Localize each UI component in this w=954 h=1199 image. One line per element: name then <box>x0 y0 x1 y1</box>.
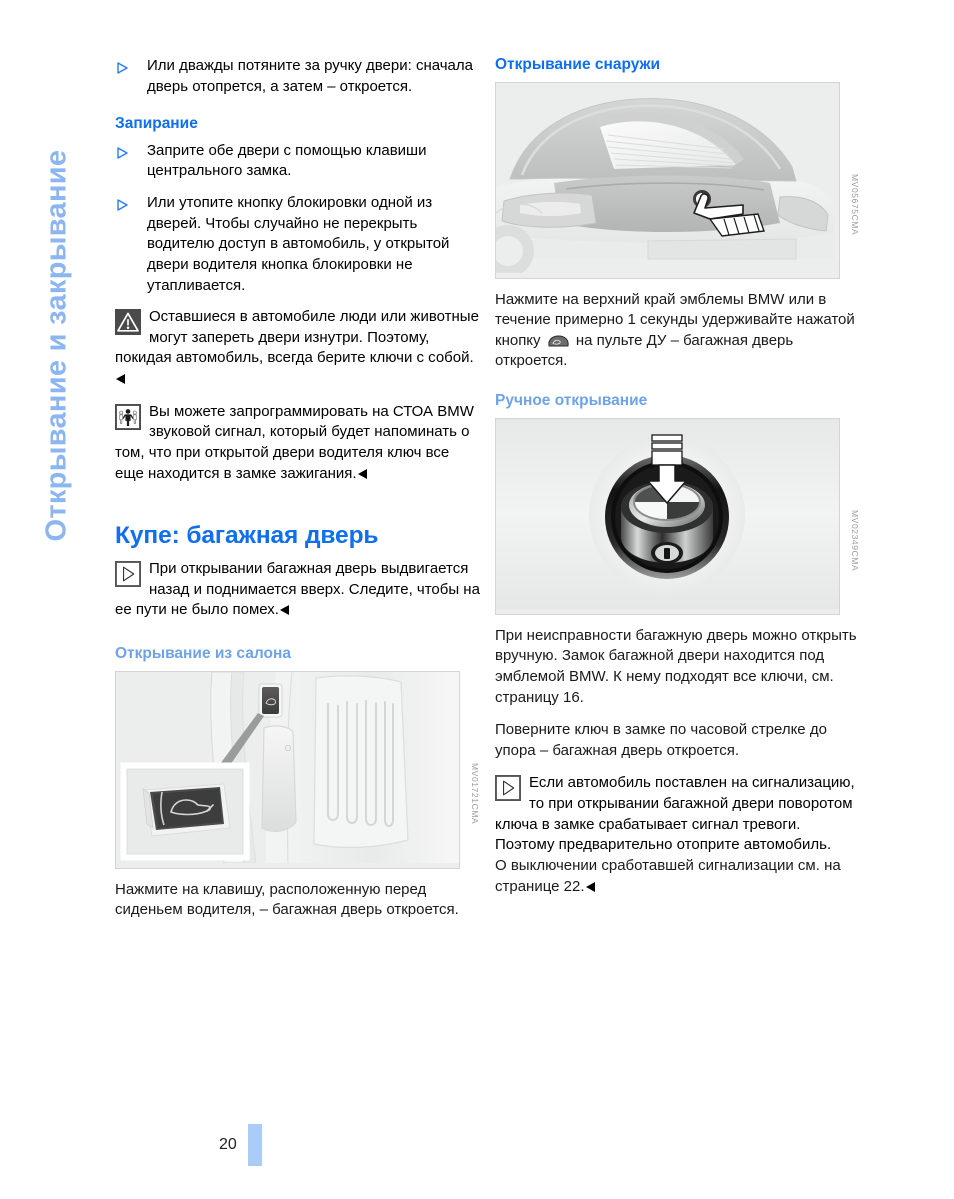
list-item-text: Или дважды потяните за ручку двери: сначала дверь отопрется, а затем – откроется. <box>147 57 473 95</box>
figure-code: MV02349CMA <box>850 509 860 571</box>
warning-note-text: Оставшиеся в автомобиле люди или животные могут запереть двери изнутри. Поэтому, покидая автомобиль, всегда берите ключи с собой. <box>115 308 479 367</box>
figure-emblem-lock <box>495 418 860 615</box>
figure-frame <box>495 418 840 615</box>
info-note-text: При открывании багажная дверь выдвигается назад и поднимается вверх. Следите, чтобы на ее пути не было помех. <box>115 560 480 619</box>
list-item-text: Или утопите кнопку блокировки одной из дверей. Чтобы случайно не перекрыть водителю доступ в автомобиль, у открытой двери водителя кнопка блокировки не утапливается. <box>147 194 450 294</box>
warning-note <box>115 307 480 390</box>
list-item-text: Заприте обе двери с помощью клавиши центрального замка. <box>147 141 427 180</box>
figure-code: MV05675CMA <box>850 173 860 235</box>
service-people-icon <box>115 404 141 437</box>
section-heading-outside-opening: Открывание снаружи <box>495 56 661 73</box>
service-note <box>115 402 480 485</box>
left-column <box>115 56 480 933</box>
section-heading-inside-opening: Открывание из салона <box>115 645 291 662</box>
illustration-car-rear <box>496 83 839 273</box>
illustration-lock-emblem <box>496 419 839 609</box>
end-marker-icon <box>280 605 289 615</box>
info-note-trunk <box>115 559 480 621</box>
end-marker-icon <box>116 374 125 384</box>
section-heading-locking: Запирание <box>115 115 198 133</box>
figure-caption-outside <box>495 290 860 373</box>
section-heading-manual-opening: Ручное открывание <box>495 392 648 410</box>
caption-text-part2: на пульте ДУ – багажная дверь откроется. <box>495 331 794 370</box>
manual-opening-text-2: Поверните ключ в замке по часовой стрелке до упора – багажная дверь откроется. <box>495 721 827 759</box>
alarm-note-tail-text: О выключении сработавшей сигнализации см. на странице 22. <box>495 856 841 895</box>
right-column <box>495 56 860 909</box>
list-item <box>115 141 480 182</box>
arrow-right-box-icon <box>115 561 141 594</box>
alarm-note-text: Если автомобиль поставлен на сигнализацию, то при открывании багажной двери поворотом ключа в замке срабатывает сигнал тревоги. Поэтому предварительно отоприте автомобиль. <box>495 774 855 854</box>
chapter-side-tab <box>0 0 112 1199</box>
page-number: 20 <box>219 1136 237 1153</box>
list-item <box>115 193 480 296</box>
end-marker-icon <box>586 882 595 892</box>
warning-triangle-icon <box>115 309 141 342</box>
figure-interior-trunk-button <box>115 671 480 869</box>
figure-frame <box>495 82 840 279</box>
manual-opening-text-1: При неисправности багажную дверь можно открыть вручную. Замок багажной двери находится под эмблемой BMW. К нему подходят все ключи, см. страницу 16. <box>495 626 857 706</box>
service-note-text: Вы можете запрограммировать на СТОА BMW звуковой сигнал, который будет напоминать о том, что при открытой двери водителя ключ все еще находится в замке зажигания. <box>115 402 474 482</box>
chapter-side-tab-label: Открывание и закрывание <box>40 149 73 542</box>
page-title: Купе: багажная дверь <box>115 522 379 550</box>
figure-code: MV01721CMA <box>470 762 480 824</box>
remote-trunk-button-icon <box>547 334 570 348</box>
figure-caption: Нажмите на клавишу, расположенную перед сиденьем водителя, – багажная дверь откроется. <box>115 880 459 919</box>
end-marker-icon <box>358 469 367 479</box>
alarm-note <box>495 773 860 856</box>
caption-text-part1: Нажмите на верхний край эмблемы BMW или в течение примерно 1 секунды удерживайте нажатой кнопку <box>495 290 855 349</box>
page-marker-bar <box>248 1124 262 1166</box>
alarm-note-tail <box>495 856 860 897</box>
illustration-interior-button <box>116 672 459 863</box>
page-footer <box>115 1124 875 1166</box>
list-item <box>115 56 480 97</box>
figure-frame <box>115 671 460 869</box>
figure-rear-exterior <box>495 82 860 279</box>
arrow-right-box-icon <box>495 775 521 808</box>
